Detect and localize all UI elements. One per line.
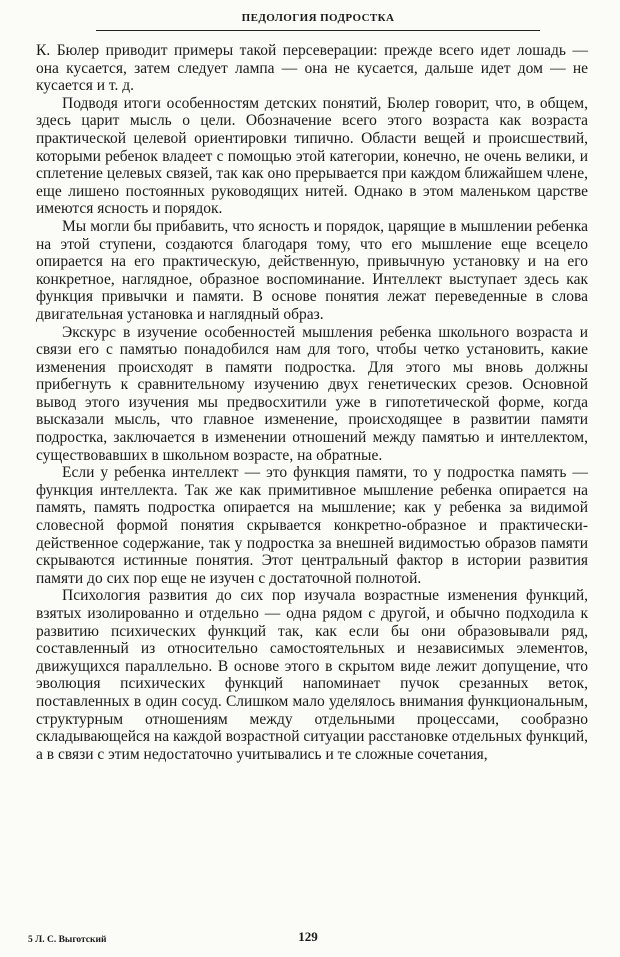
paragraph: Экскурс в изучение особенностей мышления ребенка школьного возраста и связи его с памятью понадобился нам для того, чтобы четко установить, какие изменения происходят в памяти подростка. Для этого мы вновь должны прибегнуть к сравнительному изучению двух генетических срезов. Основной вывод этого изучения мы предвосхитили уже в гипотетической форме, когда высказали мысль, что главное изменение, происходящее в развитии памяти подростка, заключается в изменении отношений между памятью и интеллектом, существовавших в школьном возрасте, на обратные. bbox=[36, 323, 588, 464]
paragraph: Если у ребенка интеллект — это функция памяти, то у подростка память — функция интеллекта. Так же как примитивное мышление ребенка опирается на память, память подростка опирается на мышление; как у ребенка за видимой словесной формой понятия скрывается конкретно-образное и практически-действенное содержание, так у подростка за внешней видимостью образов памяти скрываются истинные понятия. Этот центральный фактор в истории развития памяти до сих пор еще не изучен с достаточной полнотой. bbox=[36, 464, 588, 587]
page-number: 129 bbox=[298, 929, 318, 944]
paragraph: Мы могли бы прибавить, что ясность и порядок, царящие в мышлении ребенка на этой ступени, создаются благодаря тому, что его мышление еще всецело опирается на его практическую, действенную, привычную установку и на его конкретное, наглядное, образное воспоминание. Интеллект выступает здесь как функция привычки и памяти. В основе понятия лежат переведенные в слова двигательная установка и наглядный образ. bbox=[36, 217, 588, 323]
paragraph: Подводя итоги особенностям детских понятий, Бюлер говорит, что, в общем, здесь царит мысль о цели. Обозначение всего этого возраста как возраста практической целевой ориентировки типично. Области вещей и происшествий, которыми ребенок владеет с помощью этой категории, конечно, не очень велики, и сплетение целевых связей, так как оно прерывается при каждом ближайшем члене, еще лишено постоянных руководящих нитей. Однако в этом маленьком царстве имеются ясность и порядок. bbox=[36, 94, 588, 218]
running-title: ПЕДОЛОГИЯ ПОДРОСТКА bbox=[241, 12, 395, 24]
running-header bbox=[96, 12, 540, 31]
paragraph: К. Бюлер приводит примеры такой персеверации: прежде всего идет лошадь — она кусается, затем следует лампа — она не кусается, дальше идет дом — не кусается и т. д. bbox=[36, 42, 588, 95]
page-footer bbox=[28, 929, 588, 945]
signature-mark: 5 Л. С. Выготский bbox=[28, 935, 107, 945]
body-text bbox=[36, 42, 588, 763]
paragraph: Психология развития до сих пор изучала возрастные изменения функций, взятых изолированно и отдельно — одна рядом с другой, и обычно подходила к развитию психических функций так, как если бы они образовывали ряд, составленный из относительно самостоятельных и независимых элементов, движущихся параллельно. В основе этого в скрытом виде лежит допущение, что эволюция психических функций напоминает пучок срезанных веток, поставленных в один сосуд. Слишком мало уделялось внимания функциональным, структурным отношениям между отдельными процессами, сообразно складывающейся на каждой возрастной ситуации расстановке отдельных функций, а в связи с этим недостаточно учитывались и те сложные сочетания, bbox=[36, 587, 588, 763]
